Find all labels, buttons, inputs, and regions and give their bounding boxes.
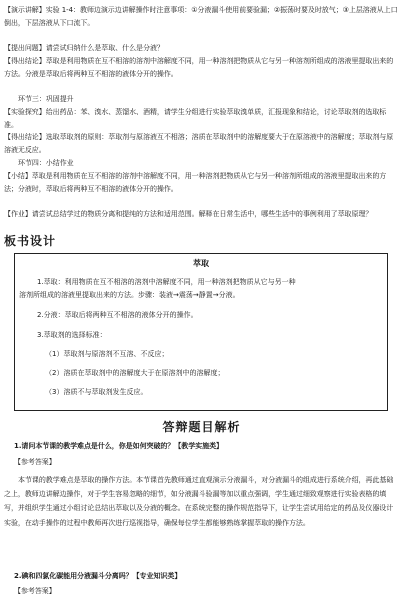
conclusion-paragraph-2: 【得出结论】选取萃取剂的原则：萃取剂与原溶液互不相溶；溶质在萃取剂中的溶解度要大于在原溶液中的溶解度；萃取剂与原溶液无反应。: [4, 133, 394, 154]
board-subitem-1: （1）萃取剂与原溶剂不互溶、不反应；: [45, 350, 169, 358]
step-four-heading: 环节四：小结作业: [18, 159, 74, 167]
answer-1: 本节课的教学难点是萃取的操作方法。本节课首先教师通过直观演示分液漏斗，对分液漏斗的组成进行系统介绍，再此基础之上，教师边讲解边操作，对于学生容易忽略的细节，如分液漏斗验漏等加以重点强调，学生通过细致观察进行实验表格的填写，并组织学生通过小组讨论总结出萃取以及分液的概念。在系统完整的操作规范指导下，让学生尝试用给定的药品及仪器设计实验，在动手操作的过程中教师再次进行巡视指导，确保每位学生都能够熟练掌握萃取的操作方法。: [4, 476, 394, 527]
board-item-1-line-1: 1.萃取：利用物质在互不相溶的溶剂中溶解度不同，用一种溶剂把物质从它与另一种: [37, 278, 296, 286]
board-design-box: [14, 253, 388, 411]
board-item-2: 2.分液：萃取后将两种互不相溶的液体分开的操作。: [37, 311, 198, 319]
board-title: 萃取: [193, 259, 209, 268]
reference-answer-label-2: 【参考答案】: [14, 587, 56, 595]
experiment-paragraph: 【实验探究】给出药品：苯、溴水、蒸馏水、酒精，请学生分组进行实验萃取溴单质，汇报现象和结论，讨论萃取剂的选取标准。: [4, 108, 387, 129]
step-three-heading: 环节三：巩固提升: [18, 95, 74, 103]
homework-paragraph: 【作业】请尝试总结学过的物质分离和提纯的方法和适用范围。解释在日常生活中，哪些生活中的事例利用了萃取原理？: [4, 210, 373, 218]
board-subitem-3: （3）溶质不与萃取剂发生反应。: [45, 388, 148, 396]
question-1: 1.请问本节课的教学难点是什么，你是如何突破的？【教学实施类】: [14, 442, 223, 450]
board-item-1-line-2: 溶剂所组成的溶液里提取出来的方法。步骤：装液→震荡→静置→分液。: [19, 291, 240, 299]
question-paragraph: 【提出问题】请尝试归纳什么是萃取、什么是分液？: [4, 44, 164, 52]
demo-paragraph: 【演示讲解】实验 1-4：教师边演示边讲解操作时注意事项：①分液漏斗使用前要验漏；②振荡时要及时放气；③上层溶液从上口倒出，下层溶液从下口流下。: [4, 6, 398, 27]
qa-heading: 答辩题目解析: [162, 420, 241, 434]
board-design-heading: 板书设计: [4, 234, 57, 248]
conclusion-paragraph: 【得出结论】萃取是利用物质在互不相溶的溶剂中溶解度不同，用一种溶剂把物质从它与另一种溶剂所组成的溶液里提取出来的方法。分液是萃取后将两种互不相溶的液体分开的操作。: [4, 57, 394, 78]
board-item-3: 3.萃取剂的选择标准：: [37, 331, 107, 339]
reference-answer-label-1: 【参考答案】: [14, 458, 56, 466]
summary-paragraph: 【小结】萃取是利用物质在互不相溶的溶剂中溶解度不同，用一种溶剂把物质从它与另一种溶剂所组成的溶液里提取出来的方法；分液时，萃取后将两种互不相溶的液体分开的操作。: [4, 172, 387, 193]
question-2: 2.碘和四氯化碳能用分液漏斗分离吗？【专业知识类】: [14, 572, 182, 580]
board-subitem-2: （2）溶质在萃取剂中的溶解度大于在原溶剂中的溶解度；: [45, 369, 225, 377]
